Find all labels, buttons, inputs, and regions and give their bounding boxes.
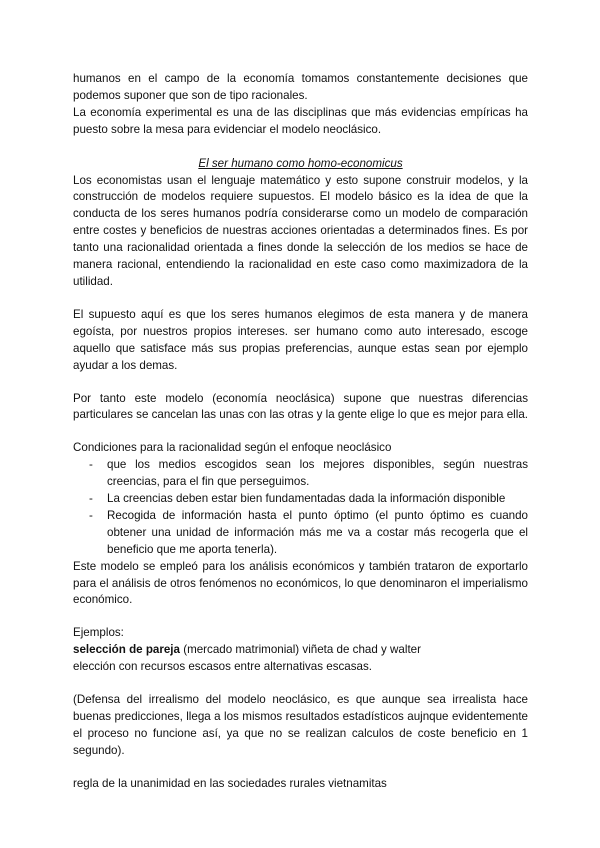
- conditions-list: [73, 457, 528, 558]
- list-item: [73, 508, 528, 559]
- conditions-after-paragraph: Este modelo se empleó para los análisis económicos y también trataron de exportarlo para el análisis de otros fenómenos no económicos, lo que denominaron el imperialismo económico.: [73, 559, 528, 607]
- list-item-text: que los medios escogidos sean los mejores disponibles, según nuestras creencias, para el fin que perseguimos.: [107, 458, 528, 489]
- rule-paragraph: regla de la unanimidad en las sociedades rurales vietnamitas: [73, 776, 387, 790]
- intro-paragraph-1: humanos en el campo de la economía tomamos constantemente decisiones que podemos suponer que son de tipo racionales.: [73, 72, 528, 102]
- conditions-title: Condiciones para la racionalidad según el enfoque neoclásico: [73, 441, 392, 455]
- document-page: [73, 71, 528, 793]
- dash-marker: -: [89, 508, 93, 522]
- examples-title: Ejemplos:: [73, 626, 124, 640]
- examples-line-1: [73, 642, 528, 659]
- section-paragraph-3: Por tanto este modelo (economía neoclásica) supone que nuestras diferencias particulares se cancelan las unas con las otras y la gente elige lo que es mejor para ella.: [73, 391, 528, 422]
- list-item: [73, 457, 528, 491]
- defense-paragraph: (Defensa del irrealismo del modelo neoclásico, es que aunque sea irrealista hace buenas predicciones, llega a los mismos resultados estadísticos aujnque evidentemente el proceso no funcione así, ya que no se realizan calculos de coste beneficio en 1 segundo).: [73, 693, 528, 757]
- dash-marker: -: [89, 492, 93, 506]
- section-paragraph-1: Los economistas usan el lenguaje matemático y esto supone construir modelos, y la construcción de modelos requiere supuestos. El modelo básico es la idea de que la conducta de los seres humanos podría considerarse como un modelo de comparación entre costes y beneficios de nuestras acciones orientadas a determinados fines. Es por tanto una racionalidad orientada a fines donde la selección de los medios se hace de manera racional, entendiendo la racionalidad en este caso como maximizadora de la utilidad.: [73, 173, 528, 288]
- section-paragraph-2: El supuesto aquí es que los seres humanos elegimos de esta manera y de manera egoísta, por nuestros propios intereses. ser humano como auto interesado, escoge aquello que satisface más sus propias preferencias, aunque estas sean por ejemplo ayudar a los demas.: [73, 307, 528, 372]
- list-item-text: Recogida de información hasta el punto óptimo (el punto óptimo es cuando obtener una unidad de información más me va a costar más recogerla que el beneficio que me aporta tenerla).: [107, 508, 528, 556]
- dash-marker: -: [89, 458, 93, 472]
- examples-line-2: elección con recursos escasos entre alternativas escasas.: [73, 660, 373, 674]
- examples-bold-term: selección de pareja: [73, 643, 180, 657]
- list-item: [73, 491, 528, 508]
- section-heading: El ser humano como homo-economicus: [198, 156, 403, 170]
- intro-paragraph-2: La economía experimental es una de las disciplinas que más evidencias empíricas ha puesto sobre la mesa para evidenciar el modelo neoclásico.: [73, 105, 528, 136]
- list-item-text: La creencias deben estar bien fundamentadas dada la información disponible: [107, 492, 506, 506]
- examples-line-1-rest: (mercado matrimonial) viñeta de chad y walter: [179, 643, 421, 657]
